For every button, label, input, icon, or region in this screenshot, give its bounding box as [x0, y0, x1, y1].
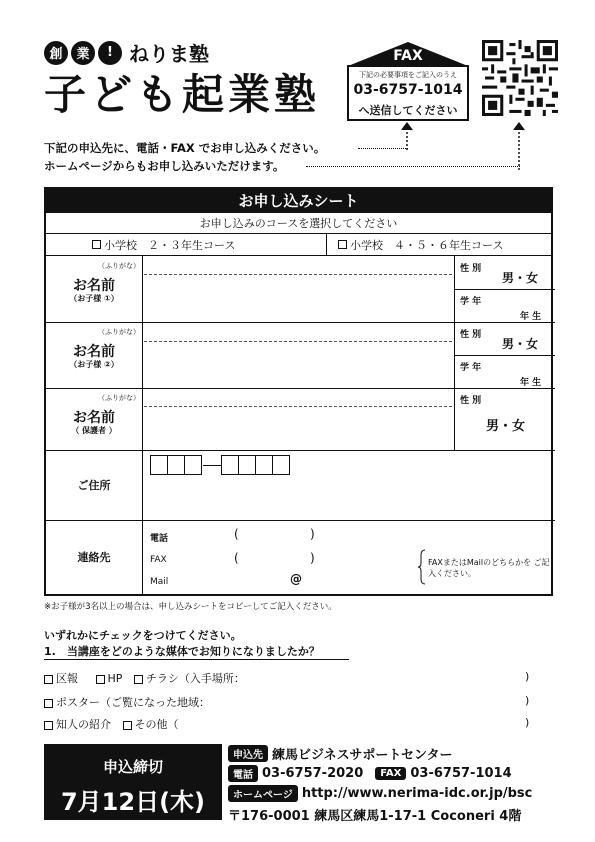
- address-input[interactable]: [144, 479, 552, 519]
- intro-line-1: [44, 140, 325, 156]
- label-column-divider: [142, 256, 143, 596]
- guardian-name-input[interactable]: [144, 408, 452, 450]
- postal-box[interactable]: [167, 455, 185, 475]
- gender-label: 性 別: [460, 330, 482, 340]
- fax-tag: FAX: [375, 767, 406, 780]
- paren-close: ): [525, 670, 530, 683]
- org-address: 〒176-0001 練馬区練馬1-17-1 Coconeri 4階: [228, 809, 522, 824]
- intro-line-2: [44, 158, 284, 174]
- paren-open: (: [234, 551, 239, 565]
- furigana-label: （ふりがな）: [98, 262, 140, 270]
- gender-options[interactable]: 男・女: [502, 337, 539, 351]
- option-referral-label: 知人の紹介: [56, 718, 111, 731]
- qr-code-icon[interactable]: [482, 40, 558, 116]
- org-name: 練馬ビジネスサポートセンター: [272, 748, 453, 763]
- website-link[interactable]: http://www.nerima-idc.or.jp/bsc: [301, 786, 533, 801]
- option-kuho[interactable]: [44, 672, 78, 685]
- at-sign: @: [290, 572, 302, 586]
- phone-label: 電話: [150, 534, 169, 544]
- hp-tag: ホームページ: [228, 785, 298, 802]
- course-option-2-label: 小学校 ４・５・６年生コース: [350, 238, 504, 252]
- postal-box[interactable]: [238, 455, 256, 475]
- page-title: 子ども起業塾: [44, 70, 321, 119]
- mail-input[interactable]: [186, 573, 416, 591]
- checkbox-icon[interactable]: [44, 721, 53, 730]
- logo-mark-3: !: [98, 41, 122, 65]
- divider: [46, 388, 555, 389]
- option-kuho-label: 区報: [56, 672, 78, 685]
- furigana-line: [144, 341, 452, 342]
- divider: [454, 388, 455, 450]
- postal-box[interactable]: [150, 455, 168, 475]
- divider: [326, 234, 327, 256]
- survey-intro: いずれかにチェックをつけてください。: [44, 629, 242, 642]
- course-option-2[interactable]: [338, 234, 503, 255]
- furigana-line: [144, 406, 452, 407]
- contact-label: 連絡先: [77, 551, 111, 564]
- fax-label: FAX: [150, 555, 167, 565]
- fax-box: [346, 40, 470, 122]
- intro-text-2: ホームページからもお申し込みいただけます。: [44, 159, 285, 173]
- furigana-line: [144, 274, 452, 275]
- checkbox-icon[interactable]: [338, 240, 347, 249]
- question-underline: [44, 659, 349, 660]
- option-other-label: その他（: [134, 718, 179, 731]
- divider: [46, 450, 555, 451]
- fax-input[interactable]: [186, 551, 416, 569]
- form-title: お申し込みシート: [46, 189, 551, 213]
- option-referral[interactable]: [44, 718, 111, 731]
- postal-box[interactable]: [255, 455, 273, 475]
- child2-label: （お子様 ②）: [69, 360, 119, 369]
- qr-arrow-icon: [512, 122, 526, 170]
- grade-label: 学 年: [460, 363, 482, 373]
- fax-label: FAX: [393, 48, 423, 64]
- survey-question: 1. 当講座をどのような媒体でお知りになりましたか？: [44, 645, 320, 658]
- intro-text-1: 下記の申込先に、電話・FAX でお申し込みください。: [44, 141, 326, 155]
- checkbox-icon[interactable]: [92, 240, 101, 249]
- child1-label: （お子様 ①）: [69, 294, 119, 303]
- deadline-box: [44, 744, 222, 820]
- postal-box[interactable]: [221, 455, 239, 475]
- divider: [454, 355, 555, 356]
- survey-row-1: [44, 670, 245, 686]
- furigana-label: （ふりがな）: [98, 394, 140, 402]
- postal-dash: [203, 465, 221, 466]
- phone-input[interactable]: [186, 527, 416, 545]
- phone-row: [228, 765, 512, 782]
- gender-label: 性 別: [460, 264, 482, 274]
- postal-box[interactable]: [272, 455, 290, 475]
- contact-note: FAXまたはMailのどちらかを ご記入ください。: [428, 558, 550, 578]
- paren-close: ): [525, 694, 530, 707]
- address-label: ご住所: [77, 479, 111, 492]
- name-label-guardian: お名前: [73, 410, 115, 426]
- checkbox-icon[interactable]: [134, 675, 143, 684]
- intro-leader-2: [306, 166, 520, 167]
- fax-note: 下記の必要事項をご記入のうえ: [359, 71, 457, 79]
- option-flyer-label: チラシ（入手場所：: [145, 672, 245, 685]
- name-label-child1: お名前: [73, 278, 115, 294]
- grade-value[interactable]: 年 生: [520, 378, 542, 388]
- option-poster-label: ポスター（ご覧になった地域：: [56, 696, 210, 709]
- tel-number[interactable]: 03-6757-2020: [262, 766, 364, 781]
- fax-number-footer[interactable]: 03-6757-1014: [410, 766, 512, 781]
- checkbox-icon[interactable]: [44, 699, 53, 708]
- survey-row-3: [44, 716, 179, 732]
- logo-mark-2: 業: [71, 41, 95, 65]
- divider: [46, 520, 555, 521]
- gender-options[interactable]: 男・女: [502, 271, 539, 285]
- child1-name-input[interactable]: [144, 276, 452, 321]
- fax-number: 03-6757-1014: [353, 82, 463, 98]
- logo-text: ねりま塾: [129, 42, 209, 66]
- address-row: [228, 805, 521, 824]
- child2-name-input[interactable]: [144, 343, 452, 388]
- paren-close: ): [525, 716, 530, 729]
- name-label-child2: お名前: [73, 344, 115, 360]
- tel-tag: 電話: [228, 765, 258, 782]
- option-hp[interactable]: [96, 672, 123, 685]
- furigana-label: （ふりがな）: [98, 328, 140, 336]
- deadline-date: 7月12日(木): [60, 788, 206, 816]
- org-row: [228, 744, 452, 763]
- intro-leader-1: [358, 148, 408, 149]
- survey-row-2: [44, 694, 210, 710]
- paren-close: ): [310, 527, 315, 541]
- gender-options[interactable]: 男・女: [486, 419, 526, 434]
- course-option-1-label: 小学校 ２・３年生コース: [104, 238, 236, 252]
- divider: [46, 322, 555, 323]
- option-other[interactable]: [123, 718, 179, 731]
- guardian-label: （ 保護者 ）: [71, 426, 117, 435]
- fax-send: へ送信してください: [358, 104, 458, 117]
- url-row: [228, 785, 532, 802]
- grade-label: 学 年: [460, 297, 482, 307]
- paren-open: (: [234, 527, 239, 541]
- brace-icon: [418, 549, 426, 585]
- paren-close: ): [310, 551, 315, 565]
- postal-box[interactable]: [184, 455, 202, 475]
- option-poster[interactable]: [44, 696, 210, 709]
- grade-value[interactable]: 年 生: [520, 312, 542, 322]
- application-form: [44, 187, 553, 596]
- checkbox-icon[interactable]: [44, 675, 53, 684]
- option-hp-label: HP: [107, 672, 123, 685]
- course-prompt: お申し込みのコースを選択してください: [46, 213, 551, 234]
- divider: [454, 289, 555, 290]
- logo-mark-1: 創: [44, 41, 68, 65]
- gender-label: 性 別: [460, 396, 482, 406]
- deadline-label: 申込締切: [102, 758, 163, 776]
- apply-tag: 申込先: [228, 745, 268, 762]
- course-option-1[interactable]: [92, 234, 235, 255]
- option-flyer[interactable]: [134, 672, 245, 685]
- checkbox-icon[interactable]: [123, 721, 132, 730]
- mail-label: Mail: [150, 577, 169, 587]
- copy-note: ※お子様が3名以上の場合は、申し込みシートをコピーしてご記入ください。: [44, 602, 337, 612]
- checkbox-icon[interactable]: [96, 675, 105, 684]
- course-row: [46, 234, 551, 256]
